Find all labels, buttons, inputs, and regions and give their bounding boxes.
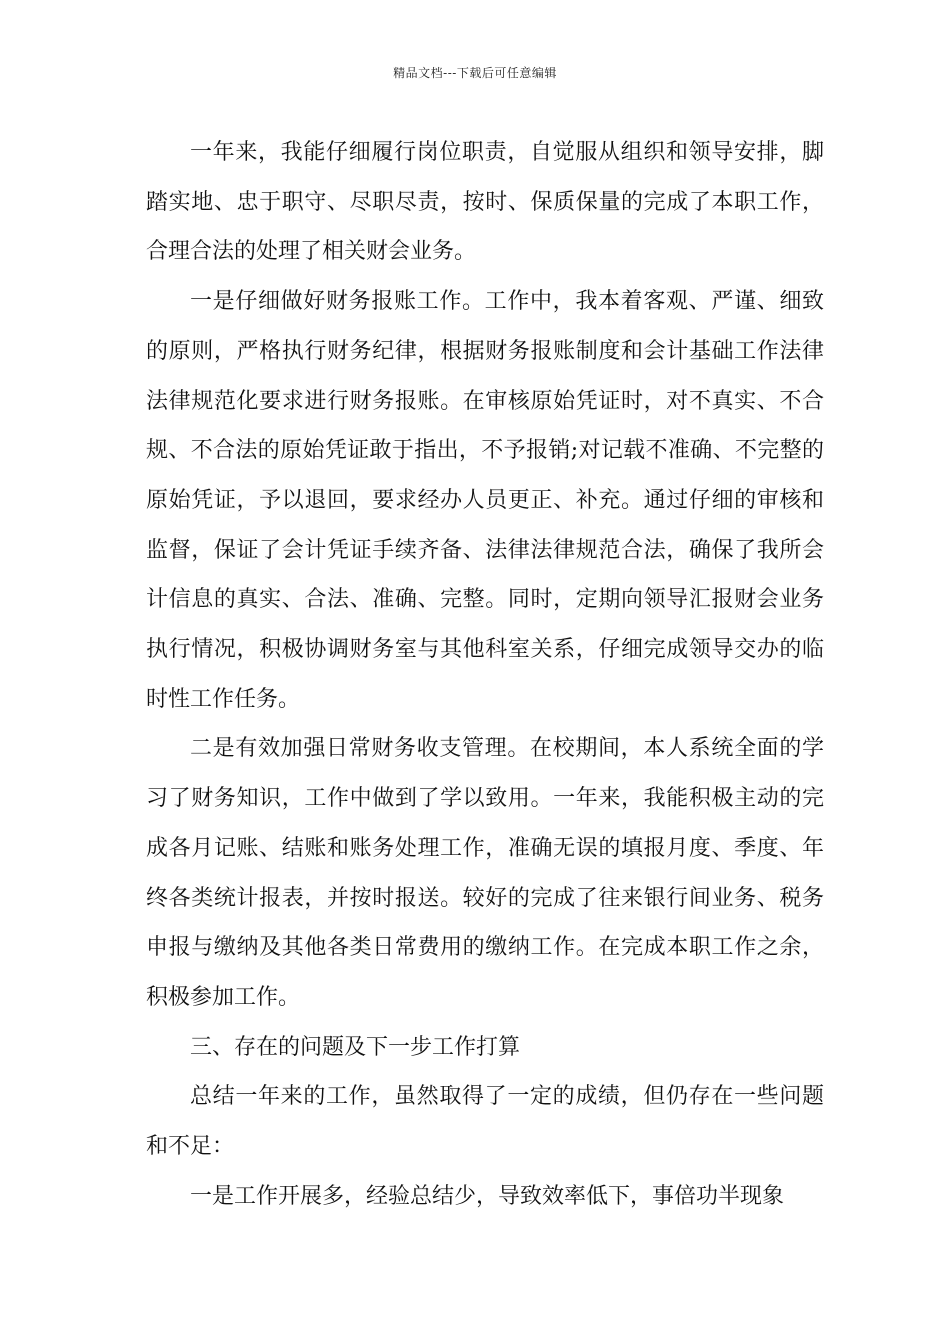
paragraph-problems-intro: 总结一年来的工作，虽然取得了一定的成绩，但仍存在一些问题和不足： (146, 1084, 824, 1160)
document-body (146, 128, 824, 1221)
paragraph-annual-summary: 一年来，我能仔细履行岗位职责，自觉服从组织和领导安排，脚踏实地、忠于职守、尽职尽责，按时、保质保量的完成了本职工作，合理合法的处理了相关财会业务。 (146, 140, 824, 265)
page-header: 精品文档---下载后可任意编辑 (393, 66, 557, 80)
paragraph-problem-one: 一是工作开展多，经验总结少，导致效率低下，事倍功半现象 (190, 1183, 785, 1209)
paragraph-reimbursement-work: 一是仔细做好财务报账工作。工作中，我本着客观、严谨、细致的原则，严格执行财务纪律，根据财务报账制度和会计基础工作法律法律规范化要求进行财务报账。在审核原始凭证时，对不真实、不合规、不合法的原始凭证敢于指出，不予报销;对记载不准确、不完整的原始凭证，予以退回，要求经办人员更正、补充。通过仔细的审核和监督，保证了会计凭证手续齐备、法律法律规范合法，确保了我所会计信息的真实、合法、准确、完整。同时，定期向领导汇报财会业务执行情况，积极协调财务室与其他科室关系，仔细完成领导交办的临时性工作任务。 (146, 289, 824, 712)
paragraph-finance-management: 二是有效加强日常财务收支管理。在校期间，本人系统全面的学习了财务知识，工作中做到了学以致用。一年来，我能积极主动的完成各月记账、结账和账务处理工作，准确无误的填报月度、季度、年终各类统计报表，并按时报送。较好的完成了往来银行间业务、税务申报与缴纳及其他各类日常费用的缴纳工作。在完成本职工作之余，积极参加工作。 (146, 736, 824, 1010)
section-heading-problems: 三、存在的问题及下一步工作打算 (190, 1034, 521, 1060)
